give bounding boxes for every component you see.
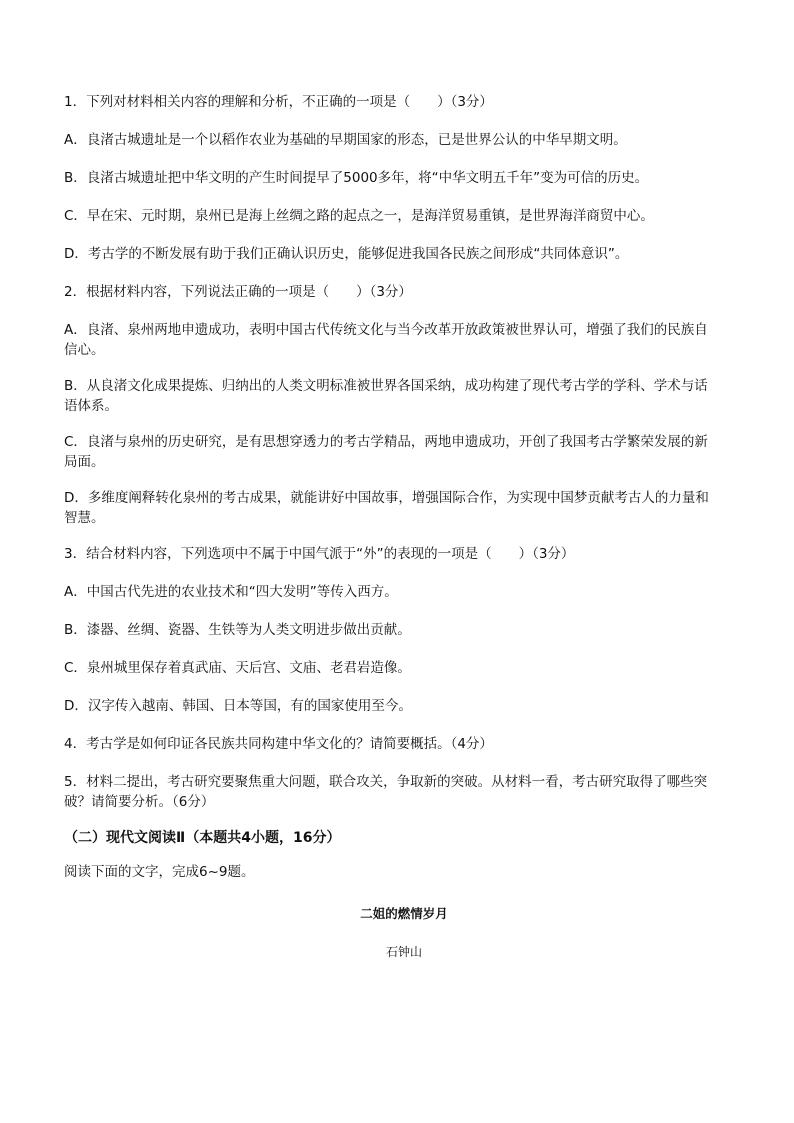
question-5-line1: 5．材料二提出，考古研究要聚焦重大问题，联合攻关，争取新的突破。从材料一看，考古研究取得了哪些突 (64, 774, 708, 790)
question-3-option-a: A．中国古代先进的农业技术和“四大发明”等传入西方。 (64, 584, 398, 600)
question-5-stem (64, 772, 744, 812)
question-5-line2: 破？请简要分析。（6分） (64, 794, 215, 810)
question-2-option-b-line1: B．从良渚文化成果提炼、归纳出的人类文明标准被世界各国采纳，成功构建了现代考古学的学科、学术与话 (64, 378, 708, 394)
question-2-option-c-line2: 局面。 (64, 454, 105, 470)
question-2-option-c (64, 432, 744, 472)
section-2-instruction: 阅读下面的文字，完成6~9题。 (64, 864, 255, 880)
question-2-option-a-line1: A．良渚、泉州两地申遗成功，表明中国古代传统文化与当今改革开放政策被世界认可，增强了我们的民族自 (64, 322, 708, 338)
question-2-stem: 2．根据材料内容，下列说法正确的一项是（ ）（3分） (64, 284, 412, 300)
question-2-option-a-line2: 信心。 (64, 342, 105, 358)
question-3-stem: 3．结合材料内容，下列选项中不属于中国气派于“外”的表现的一项是（ ）（3分） (64, 546, 575, 562)
story-title: 二姐的燃情岁月 (360, 906, 448, 921)
story-author: 石钟山 (385, 945, 422, 959)
question-3-option-c: C．泉州城里保存着真武庙、天后宫、文庙、老君岩造像。 (64, 660, 411, 676)
question-2-option-d-line2: 智慧。 (64, 510, 105, 526)
question-1-stem: 1．下列对材料相关内容的理解和分析，不正确的一项是（ ）（3分） (64, 94, 493, 110)
exam-page (64, 92, 744, 962)
question-2-option-a (64, 320, 744, 360)
question-2-option-b-line2: 语体系。 (64, 398, 118, 414)
question-2-option-c-line1: C．良渚与泉州的历史研究，是有思想穿透力的考古学精品，两地申遗成功，开创了我国考古学繁荣发展的新 (64, 434, 708, 450)
question-4-stem: 4．考古学是如何印证各民族共同构建中华文化的？请简要概括。（4分） (64, 736, 493, 752)
question-2-option-d (64, 488, 744, 528)
question-2-option-b (64, 376, 744, 416)
question-1-option-a: A．良渚古城遗址是一个以稻作农业为基础的早期国家的形态，已是世界公认的中华早期文明。 (64, 132, 627, 148)
question-1-option-c: C．早在宋、元时期，泉州已是海上丝绸之路的起点之一，是海洋贸易重镇，是世界海洋商贸中心。 (64, 208, 654, 224)
question-3-option-d: D．汉字传入越南、韩国、日本等国，有的国家使用至今。 (64, 698, 412, 714)
question-1-option-b: B．良渚古城遗址把中华文明的产生时间提早了5000多年，将“中华文明五千年”变为可信的历史。 (64, 170, 649, 186)
question-3-option-b: B．漆器、丝绸、瓷器、生铁等为人类文明进步做出贡献。 (64, 622, 411, 638)
question-2-option-d-line1: D．多维度阐释转化泉州的考古成果，就能讲好中国故事，增强国际合作，为实现中国梦贡献考古人的力量和 (64, 490, 709, 506)
question-1-option-d: D．考古学的不断发展有助于我们正确认识历史，能够促进我国各民族之间形成“共同体意识”。 (64, 246, 629, 262)
section-2-title: （二）现代文阅读Ⅱ（本题共4小题，16分） (64, 830, 341, 846)
